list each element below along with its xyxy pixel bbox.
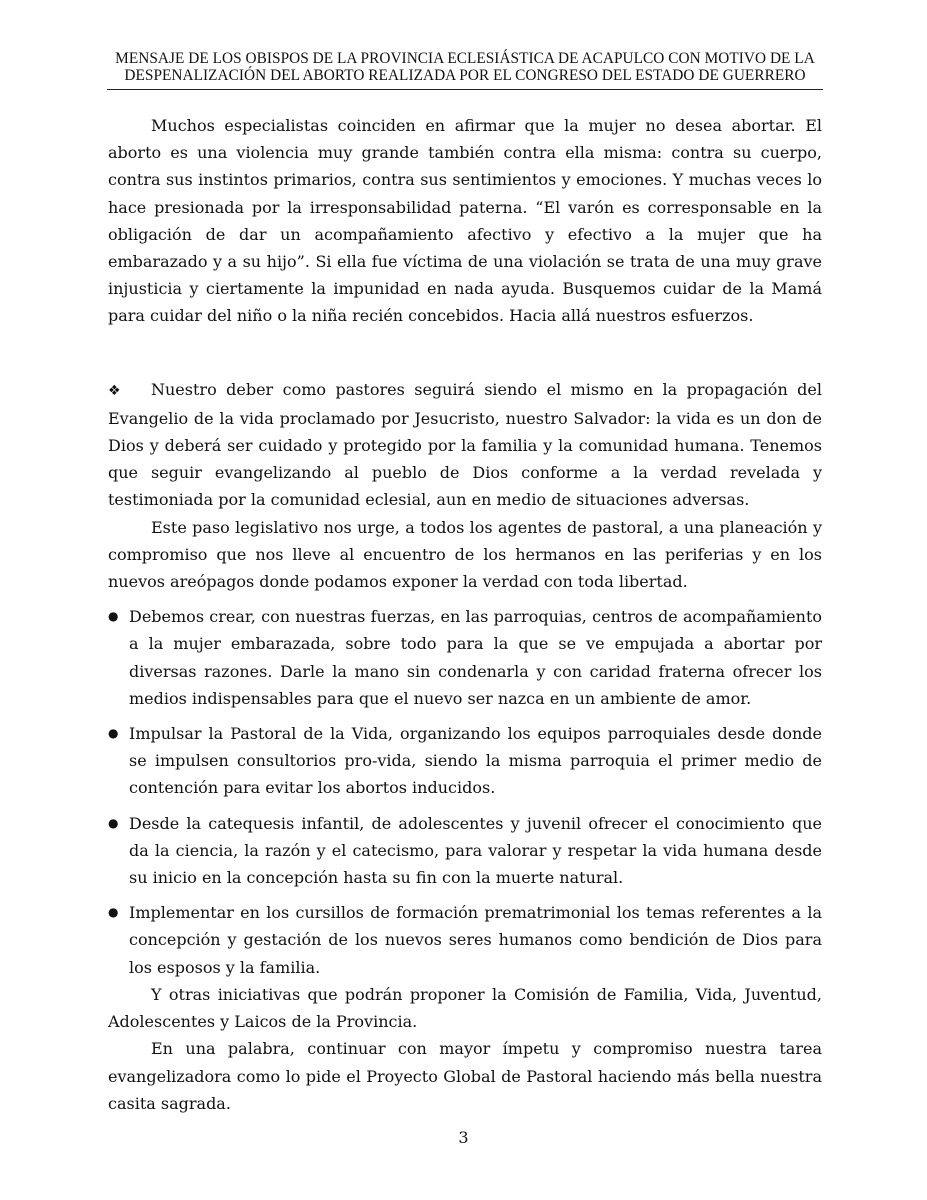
- bullet-dot-icon: ●: [108, 726, 119, 741]
- header-line-1: MENSAJE DE LOS OBISPOS DE LA PROVINCIA ECLESIÁSTICA DE ACAPULCO CON MOTIVO DE LA: [115, 50, 815, 67]
- list-item: [108, 899, 822, 981]
- paragraph-legislative-step: Este paso legislativo nos urge, a todos los agentes de pastoral, a una planeación y compromiso que nos lleve al encuentro de los hermanos en las periferias y en los nuevos areópagos donde podamos exponer la verdad con toda libertad.: [108, 517, 822, 592]
- paragraph-other-initiatives: Y otras iniciativas que podrán proponer la Comisión de Familia, Vida, Juventud, Adolescentes y Laicos de la Provincia.: [108, 984, 822, 1032]
- document-body: [108, 112, 822, 1117]
- running-header: [108, 50, 822, 84]
- page-number: 3: [458, 1128, 469, 1147]
- list-item-text: Desde la catequesis infantil, de adolescentes y juvenil ofrecer el conocimiento que da la ciencia, la razón y el catecismo, para valorar y respetar la vida humana desde su inicio en la concepción hasta su fin con la muerte natural.: [129, 813, 822, 888]
- paragraph-pastoral-duty: [108, 376, 822, 514]
- paragraph-specialists: Muchos especialistas coinciden en afirmar que la mujer no desea abortar. El aborto es una violencia muy grande también contra ella misma: contra su cuerpo, contra sus instintos primarios, contra sus sentimientos y emociones. Y muchas veces lo hace presionada por la irresponsabilidad paterna. “El varón es corresponsable en la obligación de dar un acompañamiento afectivo y efectivo a la mujer que ha embarazado y a su hijo”. Si ella fue víctima de una violación se trata de una muy grave injusticia y ciertamente la impunidad en nada ayuda. Busquemos cuidar de la Mamá para cuidar del niño o la niña recién concebidos. Hacia allá nuestros esfuerzos.: [108, 116, 822, 326]
- list-item-text: Debemos crear, con nuestras fuerzas, en las parroquias, centros de acompañamiento a la mujer embarazada, sobre todo para la que se ve empujada a abortar por diversas razones. Darle la mano sin condenarla y con caridad fraterna ofrecer los medios indispensables para que el nuevo ser nazca en un ambiente de amor.: [129, 607, 822, 708]
- list-item: [108, 720, 822, 802]
- bullet-dot-icon: ●: [108, 609, 119, 624]
- paragraph-conclusion: En una palabra, continuar con mayor ímpetu y compromiso nuestra tarea evangelizadora como lo pide el Proyecto Global de Pastoral haciendo más bella nuestra casita sagrada.: [108, 1039, 822, 1113]
- list-item: [108, 603, 822, 712]
- list-item-text: Impulsar la Pastoral de la Vida, organizando los equipos parroquiales desde donde se impulsen consultorios pro-vida, siendo la misma parroquia el primer medio de contención para evitar los abortos inducidos.: [129, 724, 822, 798]
- diamond-bullet-icon: ❖: [108, 382, 121, 399]
- initiatives-list: [108, 603, 822, 981]
- header-rule: [107, 89, 823, 90]
- bullet-dot-icon: ●: [108, 815, 119, 830]
- list-item: [108, 810, 822, 892]
- section-gap: [108, 330, 822, 376]
- list-item-text: Implementar en los cursillos de formación prematrimonial los temas referentes a la concepción y gestación de los nuevos seres humanos como bendición de Dios para los esposos y la familia.: [129, 903, 822, 977]
- bullet-dot-icon: ●: [108, 905, 119, 920]
- header-line-2: DESPENALIZACIÓN DEL ABORTO REALIZADA POR EL CONGRESO DEL ESTADO DE GUERRERO: [124, 67, 806, 84]
- paragraph-pastoral-duty-text: Nuestro deber como pastores seguirá siendo el mismo en la propagación del Evangelio de la vida proclamado por Jesucristo, nuestro Salvador: la vida es un don de Dios y deberá ser cuidado y protegido por la familia y la comunidad humana. Tenemos que seguir evangelizando al pueblo de Dios conforme a la verdad revelada y testimoniada por la comunidad eclesial, aun en medio de situaciones adversas.: [108, 379, 822, 510]
